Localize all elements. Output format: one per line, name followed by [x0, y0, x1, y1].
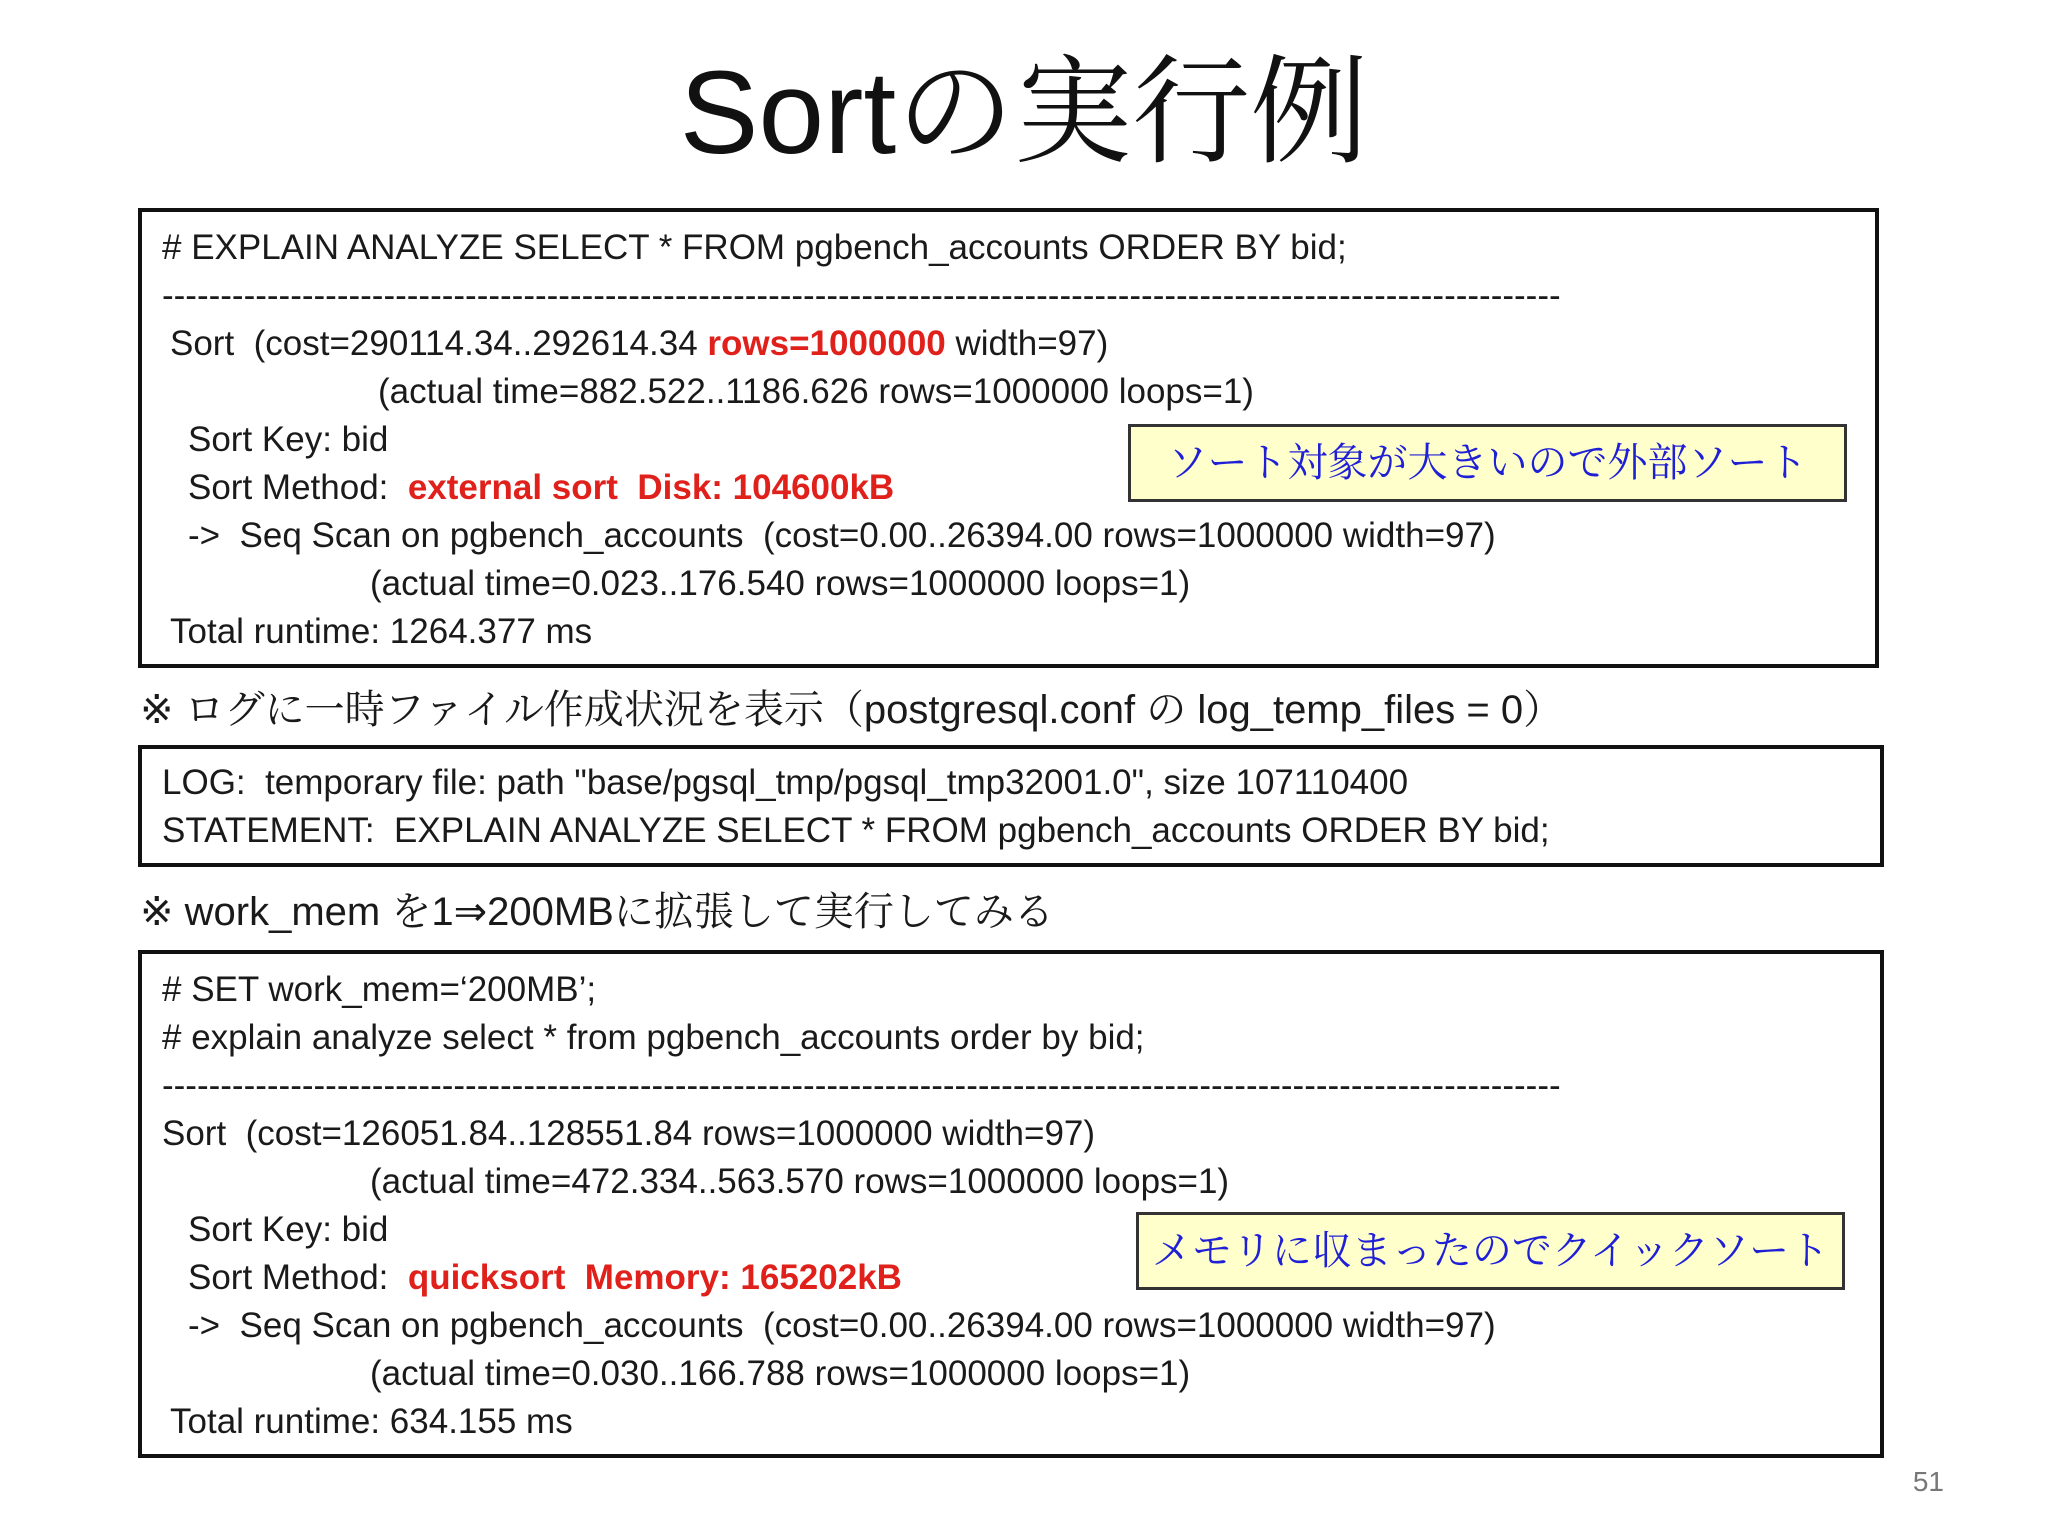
separator-line: ------------------------------------------------------------------------------------------------------------------------ [162, 276, 1561, 315]
sort-key-line: Sort Key: bid [188, 1210, 389, 1249]
seq-scan-line: -> Seq Scan on pgbench_accounts (cost=0.00..26394.00 rows=1000000 width=97) [188, 516, 1496, 555]
sort-node-line [170, 322, 1108, 366]
sort-actual-line: (actual time=472.334..563.570 rows=1000000 loops=1) [370, 1162, 1230, 1201]
sort-rows-highlight: rows=1000000 [707, 324, 946, 363]
sort-method-label: Sort Method: [188, 1258, 408, 1297]
explain-command: # EXPLAIN ANALYZE SELECT * FROM pgbench_accounts ORDER BY bid; [162, 228, 1347, 267]
sort-node-line: Sort (cost=126051.84..128551.84 rows=1000000 width=97) [162, 1114, 1096, 1153]
callout-external-sort: ソート対象が大きいので外部ソート [1128, 424, 1847, 502]
note-work-mem: ※ work_mem を1⇒200MBに拡張して実行してみる [140, 890, 1054, 934]
sort-method-value: external sort Disk: 104600kB [407, 468, 895, 507]
sort-method-line [188, 466, 894, 510]
separator-line: ------------------------------------------------------------------------------------------------------------------------ [162, 1066, 1561, 1105]
explain-output-box-quicksort [138, 950, 1884, 1458]
slide-title: Sortの実行例 [679, 47, 1369, 179]
note-log-temp-files: ※ ログに一時ファイル作成状況を表示（postgresql.conf の log_temp_files = 0） [140, 688, 1564, 732]
statement-line: STATEMENT: EXPLAIN ANALYZE SELECT * FROM pgbench_accounts ORDER BY bid; [162, 811, 1550, 850]
sort-cost-text: Sort (cost=290114.34..292614.34 [170, 324, 708, 363]
sort-key-line: Sort Key: bid [188, 420, 389, 459]
seq-actual-line: (actual time=0.030..166.788 rows=1000000 loops=1) [370, 1354, 1191, 1393]
sort-actual-line: (actual time=882.522..1186.626 rows=1000000 loops=1) [378, 372, 1254, 411]
sort-method-line [188, 1256, 902, 1300]
callout-quicksort: メモリに収まったのでクイックソート [1136, 1212, 1845, 1290]
sort-method-value: quicksort Memory: 165202kB [407, 1258, 902, 1297]
page-number: 51 [1912, 1466, 1944, 1497]
set-work-mem-command: # SET work_mem=‘200MB’; [162, 970, 597, 1009]
sort-width-text: width=97) [945, 324, 1109, 363]
seq-scan-line: -> Seq Scan on pgbench_accounts (cost=0.00..26394.00 rows=1000000 width=97) [188, 1306, 1496, 1345]
explain-command: # explain analyze select * from pgbench_accounts order by bid; [162, 1018, 1145, 1057]
total-runtime-line: Total runtime: 634.155 ms [170, 1402, 573, 1441]
total-runtime-line: Total runtime: 1264.377 ms [170, 612, 593, 651]
log-output-box [138, 745, 1884, 867]
seq-actual-line: (actual time=0.023..176.540 rows=1000000 loops=1) [370, 564, 1191, 603]
sort-method-label: Sort Method: [188, 468, 408, 507]
log-line: LOG: temporary file: path "base/pgsql_tmp/pgsql_tmp32001.0", size 107110400 [162, 763, 1409, 802]
